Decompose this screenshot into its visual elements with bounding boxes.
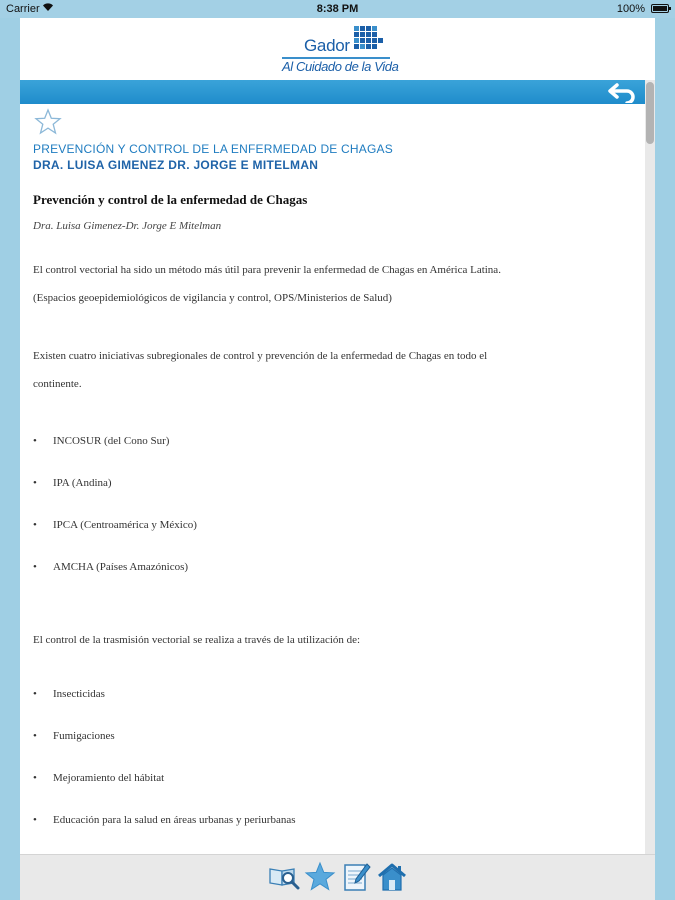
gador-logo xyxy=(282,26,402,76)
top-toolbar xyxy=(20,80,655,104)
list-item: • Educación para la salud en áreas urbanas y periurbanas xyxy=(53,814,296,826)
article-content[interactable] xyxy=(20,104,645,854)
back-button[interactable] xyxy=(607,81,641,103)
paragraph-2-line-1: Existen cuatro iniciativas subregionales de control y prevención de la enfermedad de Chagas en todo el xyxy=(33,350,488,362)
search-tab-button[interactable] xyxy=(268,861,300,893)
favorites-tab-button[interactable] xyxy=(304,861,336,893)
notes-tab-button[interactable] xyxy=(340,861,372,893)
scrollbar-thumb[interactable] xyxy=(646,82,654,144)
paragraph-2-line-2: continente. xyxy=(33,378,82,390)
paragraph-1-line-2: (Espacios geoepidemiológicos de vigilancia y control, OPS/Ministerios de Salud) xyxy=(33,292,392,304)
battery-icon xyxy=(651,4,669,13)
status-bar xyxy=(0,0,675,18)
star-icon xyxy=(304,861,336,893)
list-item: • INCOSUR (del Cono Sur) xyxy=(53,435,169,447)
paragraph-1-line-1: El control vectorial ha sido un método más útil para prevenir la enfermedad de Chagas en América Latina. xyxy=(33,264,501,276)
book-search-icon xyxy=(268,861,300,893)
home-tab-button[interactable] xyxy=(376,861,408,893)
status-time: 8:38 PM xyxy=(316,3,359,15)
section-authors: DRA. LUISA GIMENEZ DR. JORGE E MITELMAN xyxy=(33,158,319,172)
list-item: • Insecticidas xyxy=(53,688,105,700)
paragraph-3: El control de la trasmisión vectorial se realiza a través de la utilización de: xyxy=(33,634,361,646)
favorite-button[interactable] xyxy=(34,108,62,136)
home-icon xyxy=(376,861,408,893)
article-title: Prevención y control de la enfermedad de Chagas xyxy=(33,192,308,207)
logo-tagline: Al Cuidado de la Vida xyxy=(282,59,399,74)
carrier-label: Carrier xyxy=(6,3,40,15)
bottom-tab-bar xyxy=(20,854,655,900)
list-item: • Fumigaciones xyxy=(53,730,115,742)
logo-brand: Gador xyxy=(304,36,350,55)
gador-logo-mark-icon xyxy=(346,26,390,61)
list-item: • IPA (Andina) xyxy=(53,477,112,489)
app-header xyxy=(20,18,655,80)
content-scrollbar[interactable] xyxy=(645,80,655,854)
list-item: • Mejoramiento del hábitat xyxy=(53,772,164,784)
article-authors: Dra. Luisa Gimenez-Dr. Jorge E Mitelman xyxy=(33,220,222,232)
list-item: • IPCA (Centroamérica y México) xyxy=(53,519,197,531)
battery-percent: 100% xyxy=(616,3,645,15)
notepad-icon xyxy=(340,861,372,893)
section-title: PREVENCIÓN Y CONTROL DE LA ENFERMEDAD DE CHAGAS xyxy=(33,142,393,156)
list-item: • AMCHA (Países Amazónicos) xyxy=(53,561,188,573)
back-arrow-icon xyxy=(607,81,641,103)
star-outline-icon xyxy=(34,108,62,136)
